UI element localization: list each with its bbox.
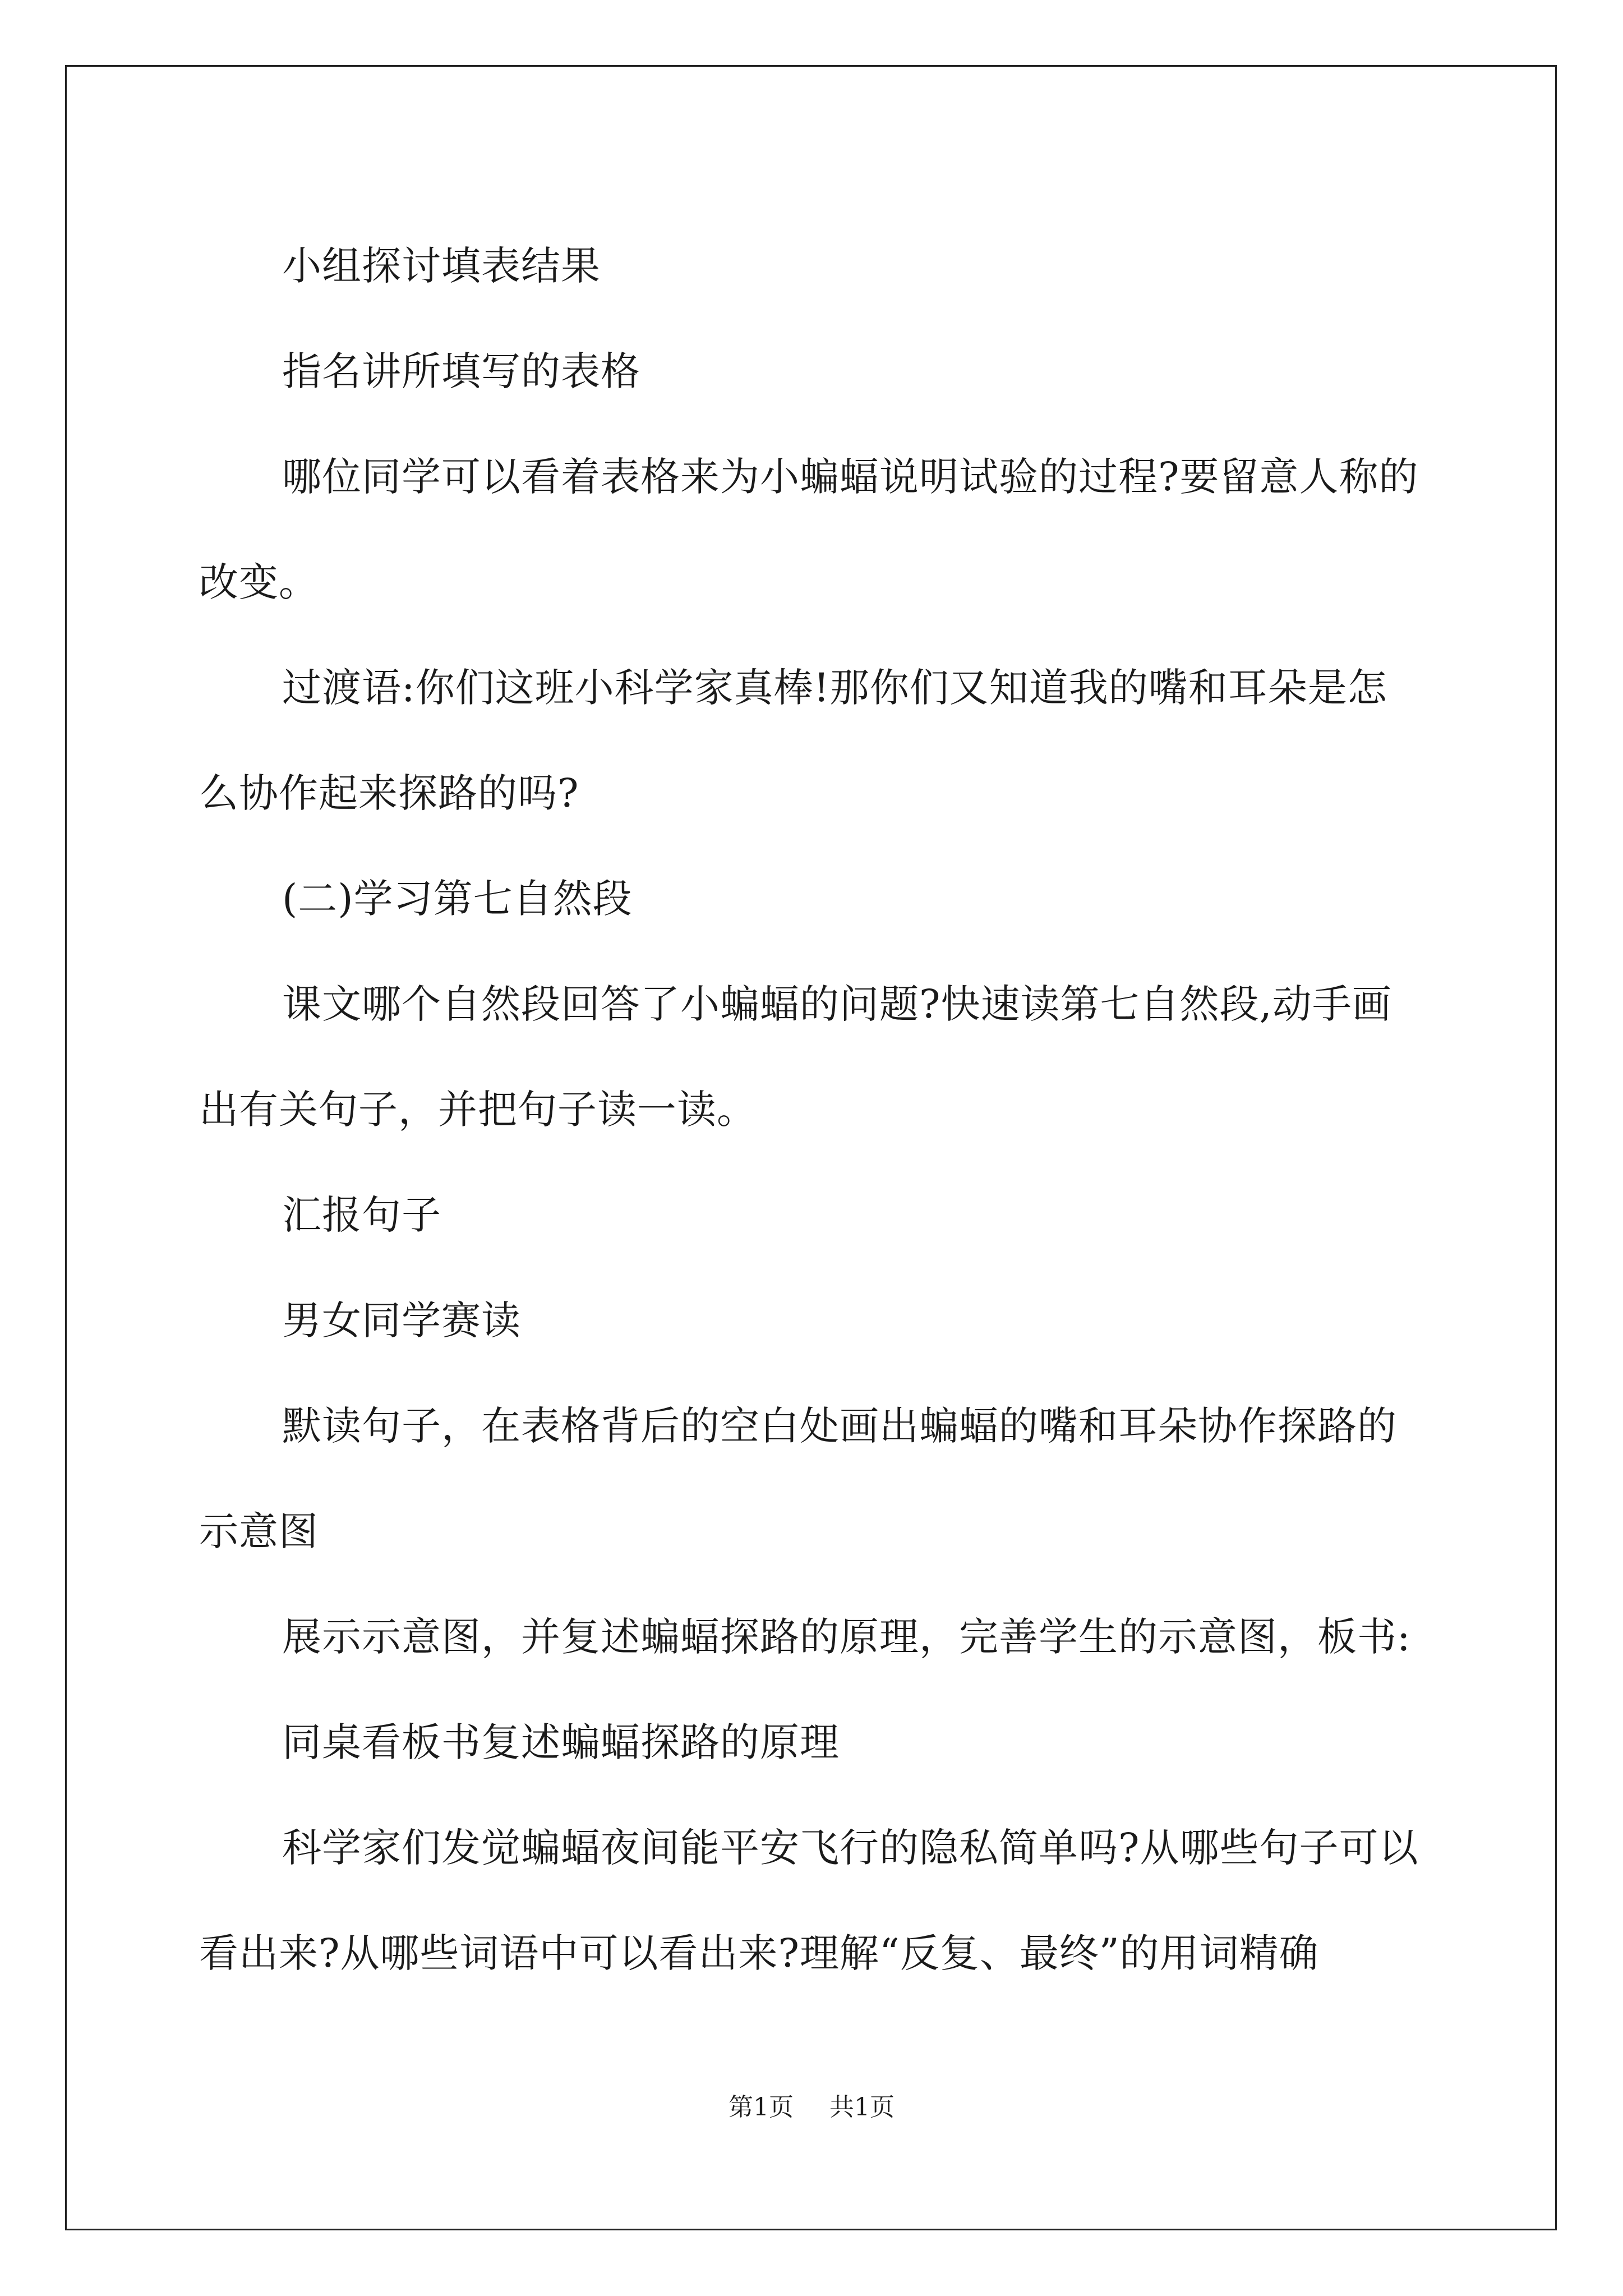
paragraph: 默读句子，在表格背后的空白处画出蝙蝠的嘴和耳朵协作探路的示意图: [199, 1403, 1397, 1554]
page-footer: [0, 2087, 1623, 2123]
paragraph: 哪位同学可以看着表格来为小蝙蝠说明试验的过程?要留意人称的改变。: [199, 454, 1419, 605]
paragraph: 展示示意图，并复述蝙蝠探路的原理，完善学生的示意图，板书:: [282, 1614, 1411, 1660]
page-number-current: 第1页: [728, 2093, 794, 2122]
document-body: [199, 213, 1422, 2006]
paragraph: 科学家们发觉蝙蝠夜间能平安飞行的隐私简单吗?从哪些句子可以看出来?从哪些词语中可以看出来?理解“反复、最终”的用词精确: [199, 1825, 1419, 1976]
paragraph: (二)学习第七自然段: [282, 876, 633, 922]
paragraph: 指名讲所填写的表格: [282, 348, 640, 394]
paragraph: 男女同学赛读: [282, 1297, 521, 1343]
page-number-total: 共1页: [829, 2093, 895, 2122]
paragraph: 课文哪个自然段回答了小蝙蝠的问题?快速读第七自然段,动手画出有关句子，并把句子读一读。: [199, 981, 1392, 1133]
paragraph: 汇报句子: [282, 1192, 441, 1238]
paragraph: 同桌看板书复述蝙蝠探路的原理: [282, 1719, 840, 1765]
paragraph: 过渡语:你们这班小科学家真棒!那你们又知道我的嘴和耳朵是怎么协作起来探路的吗?: [199, 665, 1387, 816]
paragraph: 小组探讨填表结果: [282, 243, 601, 289]
